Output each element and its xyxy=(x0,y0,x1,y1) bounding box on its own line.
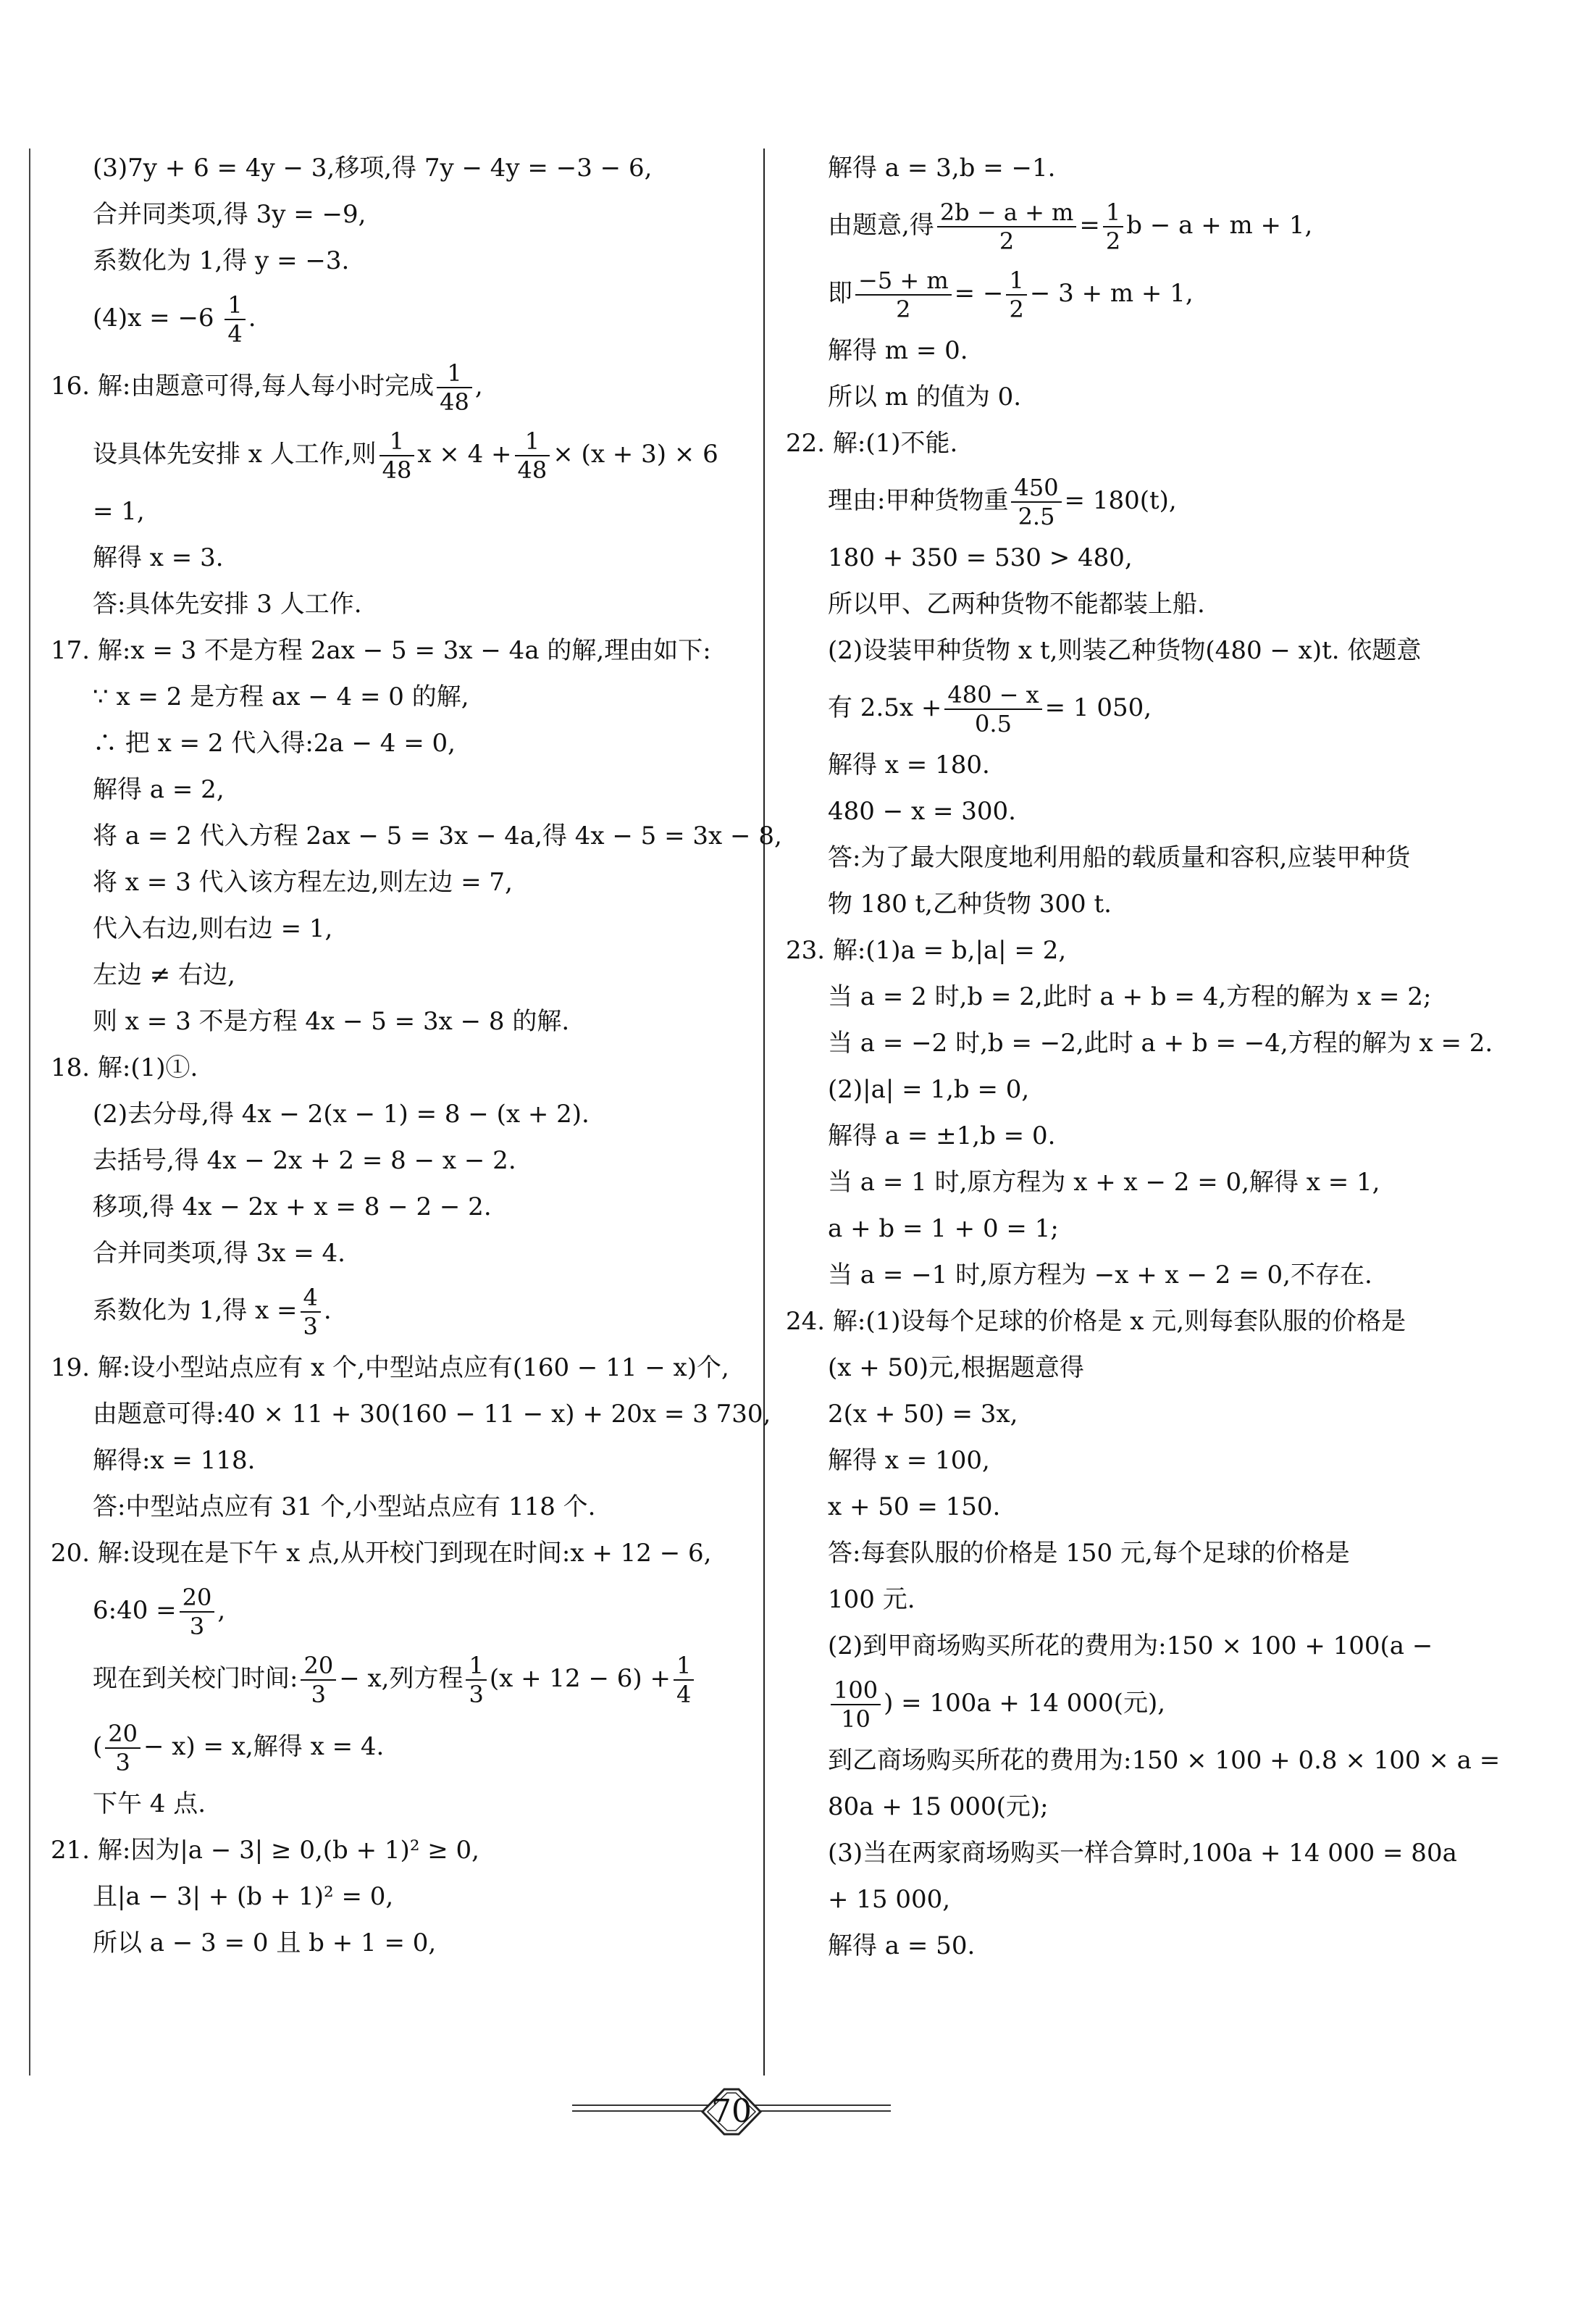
denominator: 4 xyxy=(227,320,243,348)
text-span: − 3 + m + 1, xyxy=(1029,279,1194,308)
text-span: (x + 12 − 6) + xyxy=(489,1664,671,1693)
numerator: 1 xyxy=(379,427,415,456)
text-line: 所以 a − 3 = 0 且 b + 1 = 0, xyxy=(93,1928,437,1957)
text-span: 有 2.5x + xyxy=(828,693,942,722)
text-line: 480 − x = 300. xyxy=(828,797,1016,826)
text-line: 合并同类项,得 3x = 4. xyxy=(93,1239,345,1268)
text-line: ∴ 把 x = 2 代入得:2a − 4 = 0, xyxy=(93,729,456,758)
numerator: 100 xyxy=(831,1676,881,1705)
fraction xyxy=(437,359,472,416)
denominator: 3 xyxy=(311,1681,326,1708)
page-number: 70 xyxy=(711,2093,752,2130)
numerator: 4 xyxy=(301,1284,321,1313)
text-line: 去括号,得 4x − 2x + 2 = 8 − x − 2. xyxy=(93,1146,516,1175)
text-line: 解得 x = 3. xyxy=(93,543,224,572)
numerator: 20 xyxy=(301,1652,336,1681)
numerator: 450 xyxy=(1011,474,1061,503)
text-span: 由题意,得 xyxy=(828,211,934,240)
fraction xyxy=(855,267,952,323)
text-line: 答:每套队服的价格是 150 元,每个足球的价格是 xyxy=(828,1539,1350,1568)
text-line: (3)当在两家商场购买一样合算时,100a + 14 000 = 80a xyxy=(828,1839,1457,1868)
text-line: (2)设装甲种货物 x t,则装乙种货物(480 − x)t. 依题意 xyxy=(828,636,1422,665)
numerator: 480 − x xyxy=(944,681,1041,710)
text-span: b − a + m + 1, xyxy=(1126,211,1313,240)
fraction xyxy=(301,1652,336,1708)
numerator: 1 xyxy=(674,1652,694,1681)
numerator: 1 xyxy=(1006,267,1026,296)
text-line: 物 180 t,乙种货物 300 t. xyxy=(828,890,1112,919)
text-span: ) = 100a + 14 000(元), xyxy=(884,1689,1166,1718)
left-margin-rule xyxy=(29,149,30,2076)
text-span: = 180(t), xyxy=(1064,486,1177,515)
text-line: 解得 m = 0. xyxy=(828,336,968,365)
denominator: 3 xyxy=(189,1613,205,1640)
denominator: 0.5 xyxy=(975,710,1012,737)
question-22: 22. 解:(1)不能. xyxy=(786,429,958,458)
text-span: 即 xyxy=(828,279,852,308)
text-line xyxy=(786,259,1510,327)
numerator: 20 xyxy=(105,1720,141,1749)
denominator: 10 xyxy=(841,1705,871,1733)
text-span: . xyxy=(323,1296,332,1325)
text-line: 解得 x = 100, xyxy=(828,1446,990,1475)
text-span: 16. 解:由题意可得,每人每小时完成 xyxy=(51,372,435,401)
text-span: 系数化为 1,得 x = xyxy=(93,1296,298,1325)
text-line: (x + 50)元,根据题意得 xyxy=(828,1353,1084,1382)
text-line: 下午 4 点. xyxy=(93,1789,206,1818)
text-line xyxy=(786,467,1510,535)
text-line: 移项,得 4x − 2x + x = 8 − 2 − 2. xyxy=(93,1192,492,1221)
fraction xyxy=(515,427,550,484)
text-span: 6:40 = xyxy=(93,1596,177,1625)
fraction xyxy=(937,198,1077,255)
text-line: 则 x = 3 不是方程 4x − 5 = 3x − 8 的解. xyxy=(93,1007,570,1036)
text-span: x × 4 + xyxy=(417,440,512,469)
text-line: 解得 a = 2, xyxy=(93,775,225,804)
denominator: 48 xyxy=(440,388,469,416)
denominator: 48 xyxy=(382,456,412,484)
text-line: (2)到甲商场购买所花的费用为:150 × 100 + 100(a − xyxy=(828,1631,1433,1660)
question-16 xyxy=(51,352,746,420)
numerator: 2b − a + m xyxy=(937,198,1077,227)
fraction xyxy=(301,1284,321,1340)
text-span: , xyxy=(474,372,483,401)
text-line: 当 a = −2 时,b = −2,此时 a + b = −4,方程的解为 x = 2. xyxy=(828,1029,1493,1058)
numerator: 1 xyxy=(515,427,550,456)
text-span: = xyxy=(1079,211,1100,240)
fraction xyxy=(180,1584,215,1640)
text-line: x + 50 = 150. xyxy=(828,1492,1001,1521)
text-line: 代入右边,则右边 = 1, xyxy=(93,914,333,943)
text-span: , xyxy=(217,1596,226,1625)
text-line: (3)7y + 6 = 4y − 3,移项,得 7y − 4y = −3 − 6, xyxy=(93,154,653,183)
text-span: = − xyxy=(954,279,1004,308)
text-line: (2)去分母,得 4x − 2(x − 1) = 8 − (x + 2). xyxy=(93,1100,590,1129)
text-line: 答:为了最大限度地利用船的载质量和容积,应装甲种货 xyxy=(828,843,1411,872)
fraction xyxy=(379,427,415,484)
text-line: a + b = 1 + 0 = 1; xyxy=(828,1214,1059,1243)
left-column xyxy=(51,145,782,1966)
text-line: 当 a = 2 时,b = 2,此时 a + b = 4,方程的解为 x = 2; xyxy=(828,982,1432,1011)
denominator: 2 xyxy=(999,227,1015,255)
fraction xyxy=(674,1652,694,1708)
text-line xyxy=(51,420,746,488)
text-line: 将 x = 3 代入该方程左边,则左边 = 7, xyxy=(93,868,513,897)
text-line: 所以 m 的值为 0. xyxy=(828,383,1022,411)
text-line: 将 a = 2 代入方程 2ax − 5 = 3x − 4a,得 4x − 5 = 3x − 8, xyxy=(93,822,782,850)
denominator: 2.5 xyxy=(1018,503,1055,530)
numerator: 1 xyxy=(1103,198,1123,227)
question-17: 17. 解:x = 3 不是方程 2ax − 5 = 3x − 4a 的解,理由如下: xyxy=(51,636,711,665)
text-line xyxy=(786,191,1510,259)
text-line xyxy=(51,1644,746,1713)
denominator: 4 xyxy=(676,1681,692,1708)
text-line: 所以甲、乙两种货物不能都装上船. xyxy=(828,590,1205,619)
text-line: 当 a = −1 时,原方程为 −x + x − 2 = 0,不存在. xyxy=(828,1261,1372,1290)
fraction xyxy=(225,291,245,348)
question-18: 18. 解:(1)①. xyxy=(51,1053,198,1082)
text-line: 解得 a = 50. xyxy=(828,1931,976,1960)
text-span: 理由:甲种货物重 xyxy=(828,486,1009,515)
text-line: 解得 a = 3,b = −1. xyxy=(828,154,1056,183)
text-line: 解得:x = 118. xyxy=(93,1446,256,1475)
text-span: − x) = x,解得 x = 4. xyxy=(143,1732,385,1761)
text-line: 且|a − 3| + (b + 1)² = 0, xyxy=(93,1882,394,1911)
numerator: 20 xyxy=(180,1584,215,1613)
question-23: 23. 解:(1)a = b,|a| = 2, xyxy=(786,936,1067,965)
fraction xyxy=(831,1676,881,1733)
text-line: 80a + 15 000(元); xyxy=(828,1792,1049,1821)
question-20: 20. 解:设现在是下午 x 点,从开校门到现在时间:x + 12 − 6, xyxy=(51,1539,712,1568)
fraction xyxy=(466,1652,486,1708)
text-span: ( xyxy=(93,1732,103,1761)
text-line xyxy=(51,284,746,352)
fraction xyxy=(1011,474,1061,530)
numerator: −5 + m xyxy=(855,267,952,296)
denominator: 3 xyxy=(303,1313,318,1340)
question-19: 19. 解:设小型站点应有 x 个,中型站点应有(160 − 11 − x)个, xyxy=(51,1353,729,1382)
text-line: ∵ x = 2 是方程 ax − 4 = 0 的解, xyxy=(93,682,469,711)
text-line xyxy=(51,1276,746,1345)
text-line: 100 元. xyxy=(828,1585,915,1614)
fraction xyxy=(1103,198,1123,255)
text-span: (4)x = −6 xyxy=(93,304,214,333)
text-line xyxy=(786,1669,1510,1737)
text-line: 答:具体先安排 3 人工作. xyxy=(93,590,362,619)
text-line: 合并同类项,得 3y = −9, xyxy=(93,200,366,229)
text-span: = 1 050, xyxy=(1044,693,1152,722)
text-line: = 1, xyxy=(93,497,145,526)
text-span: . xyxy=(248,304,256,333)
numerator: 1 xyxy=(225,291,245,320)
question-24: 24. 解:(1)设每个足球的价格是 x 元,则每套队服的价格是 xyxy=(786,1307,1406,1336)
text-span: × (x + 3) × 6 xyxy=(553,440,718,469)
text-line: 2(x + 50) = 3x, xyxy=(828,1400,1018,1429)
question-21: 21. 解:因为|a − 3| ≥ 0,(b + 1)² ≥ 0, xyxy=(51,1836,479,1865)
text-line: 答:中型站点应有 31 个,小型站点应有 118 个. xyxy=(93,1492,596,1521)
text-line: 解得 x = 180. xyxy=(828,751,990,779)
text-line: 180 + 350 = 530 > 480, xyxy=(828,543,1133,572)
text-line xyxy=(51,1713,746,1781)
text-line: 解得 a = ±1,b = 0. xyxy=(828,1121,1056,1150)
fraction xyxy=(1006,267,1026,323)
denominator: 2 xyxy=(896,296,911,323)
right-column xyxy=(786,145,1510,1969)
text-span: 现在到关校门时间: xyxy=(93,1664,298,1693)
text-line xyxy=(51,1576,746,1644)
text-line: 系数化为 1,得 y = −3. xyxy=(93,246,350,275)
numerator: 1 xyxy=(437,359,472,388)
text-span: − x,列方程 xyxy=(339,1664,464,1693)
fraction xyxy=(944,681,1041,737)
fraction xyxy=(105,1720,141,1776)
text-line: 左边 ≠ 右边, xyxy=(93,961,235,990)
text-line: + 15 000, xyxy=(828,1885,951,1914)
text-line: 当 a = 1 时,原方程为 x + x − 2 = 0,解得 x = 1, xyxy=(828,1168,1380,1197)
text-line: 到乙商场购买所花的费用为:150 × 100 + 0.8 × 100 × a = xyxy=(828,1746,1501,1775)
denominator: 3 xyxy=(469,1681,484,1708)
text-line xyxy=(786,674,1510,742)
text-line: 由题意可得:40 × 11 + 30(160 − 11 − x) + 20x = 3 730, xyxy=(93,1400,771,1429)
text-line: (2)|a| = 1,b = 0, xyxy=(828,1075,1030,1104)
denominator: 2 xyxy=(1009,296,1024,323)
text-span: 设具体先安排 x 人工作,则 xyxy=(93,440,377,469)
denominator: 3 xyxy=(115,1749,130,1776)
column-divider xyxy=(763,149,765,2076)
denominator: 2 xyxy=(1105,227,1121,255)
denominator: 48 xyxy=(517,456,548,484)
numerator: 1 xyxy=(466,1652,486,1681)
